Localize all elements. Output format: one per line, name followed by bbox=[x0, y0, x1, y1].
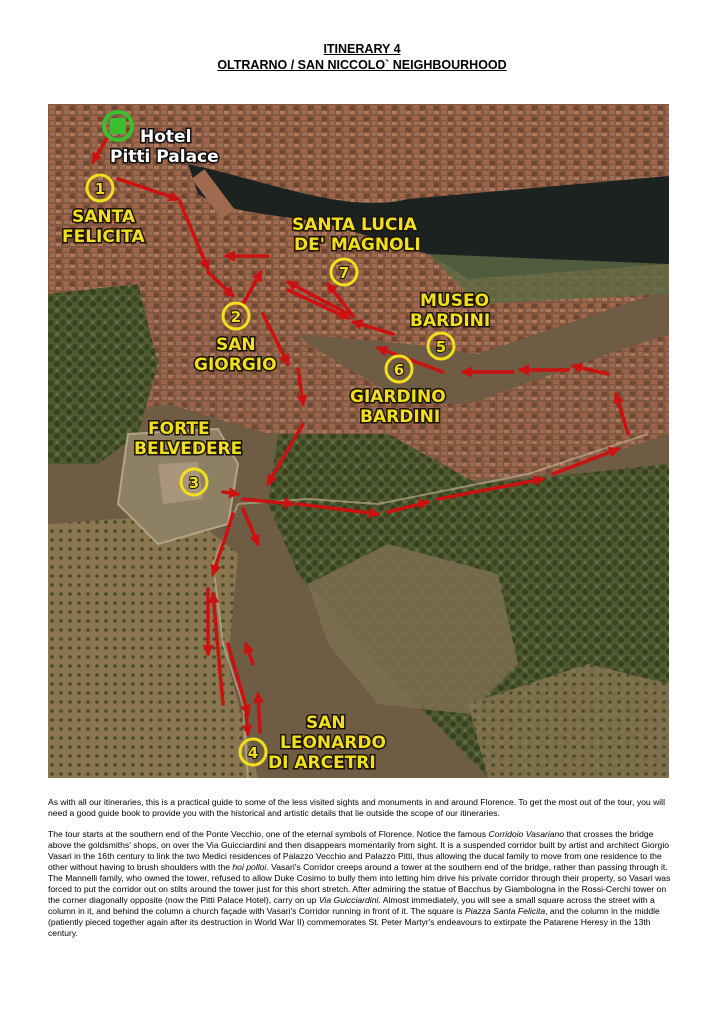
stop-7-label: DE' MAGNOLI bbox=[294, 235, 421, 255]
stop-1-label: SANTA bbox=[72, 207, 136, 227]
hotel-marker-icon bbox=[110, 118, 126, 134]
itinerary-description bbox=[48, 797, 671, 949]
stop-2-label: GIORGIO bbox=[194, 355, 277, 375]
stop-7-number: 7 bbox=[338, 264, 350, 282]
text-run: . Almost immediately, you will see a small square across the street with a column in it, and behind the column a church façade with Vasari's Corridor running in front of it. The square is bbox=[48, 895, 655, 916]
stop-1-label: FELICITA bbox=[62, 227, 145, 247]
text-run: The tour starts at the southern end of the Ponte Vecchio, one of the eternal symbols of Florence. Notice the famous bbox=[48, 829, 489, 839]
route-segment bbox=[246, 714, 248, 734]
intro-paragraph: As with all our itineraries, this is a practical guide to some of the less visited sights and monuments in and around Florence. To get the most out of the tour, you will need a good guide book to provide you with the historical and artistic details that lie outside the scope of our itineraries. bbox=[48, 797, 665, 818]
stop-4-label: LEONARDO bbox=[280, 733, 386, 753]
stop-3-number: 3 bbox=[188, 474, 200, 492]
route-segment bbox=[223, 492, 238, 494]
text-run: . Vasari's Corridor creeps around a tower at the southern end of the bridge, rather than passing through it. The Mannelli family, who owned the tower, refused to allow Duke Cosimo to bully them into letting him drive his private corridor through their property, so Vasari was forced to put the corridor out on stilts around the tower just for this short stretch. After admiring the statue of Bacchus by Giambologna in the Rossi-Cerchi tower on the corner diagonally opposite (now the Pitti Palace Hotel), carry on up bbox=[48, 862, 671, 905]
stop-4-label: DI ARCETRI bbox=[268, 753, 376, 773]
stop-2-label: SAN bbox=[216, 335, 256, 355]
itinerary-title: ITINERARY 4 bbox=[323, 42, 401, 56]
tour-start-paragraph bbox=[48, 829, 671, 939]
stop-5-label: MUSEO bbox=[420, 291, 490, 311]
stop-5-label: BARDINI bbox=[410, 311, 491, 331]
stop-5-number: 5 bbox=[435, 338, 447, 356]
stop-6-label: GIARDINO bbox=[350, 387, 446, 407]
stop-7-label: SANTA LUCIA bbox=[292, 215, 417, 235]
italic-term: hoi polloi bbox=[232, 862, 267, 872]
hotel-label-line1: Hotel bbox=[140, 127, 192, 147]
stop-4-number: 4 bbox=[247, 744, 259, 762]
stop-2-number: 2 bbox=[230, 308, 242, 326]
route-segment bbox=[258, 694, 260, 732]
stop-1-number: 1 bbox=[94, 180, 106, 198]
stop-3-label: BELVEDERE bbox=[134, 439, 243, 459]
text-run: , and the column in the middle (patiently pieced together again after its destruction in World War II) commemorates St. Peter Martyr's endeavours to extirpate the Patarene Heresy in the 13th century. bbox=[48, 906, 660, 938]
aerial-route-map bbox=[48, 104, 669, 778]
italic-term: Corridoio Vasariano bbox=[488, 829, 565, 839]
stop-3-label: FORTE bbox=[148, 419, 210, 439]
olive-groves bbox=[48, 514, 258, 778]
stop-6-label: BARDINI bbox=[360, 407, 441, 427]
text-run: that crosses the bridge above the goldsmiths' shops, on over the Via Guicciardini and then disappears momentarily from sight. It is a suspended corridor built by artist and architect Giorgio Vasari in the 16th century to link the two Medici residences of Palazzo Vecchio and Palazzo Pitti, thus allowing the ducal family to move from one residence to the other without having to brush shoulders with the bbox=[48, 829, 670, 872]
stop-4-label: SAN bbox=[306, 713, 346, 733]
italic-term: Via Guicciardini bbox=[318, 895, 379, 905]
italic-term: Piazza Santa Felicita bbox=[464, 906, 546, 916]
itinerary-subtitle: OLTRARNO / SAN NICCOLO` NEIGHBOURHOOD bbox=[217, 58, 507, 72]
stop-6-number: 6 bbox=[393, 361, 405, 379]
hotel-label-line2: Pitti Palace bbox=[110, 147, 219, 167]
